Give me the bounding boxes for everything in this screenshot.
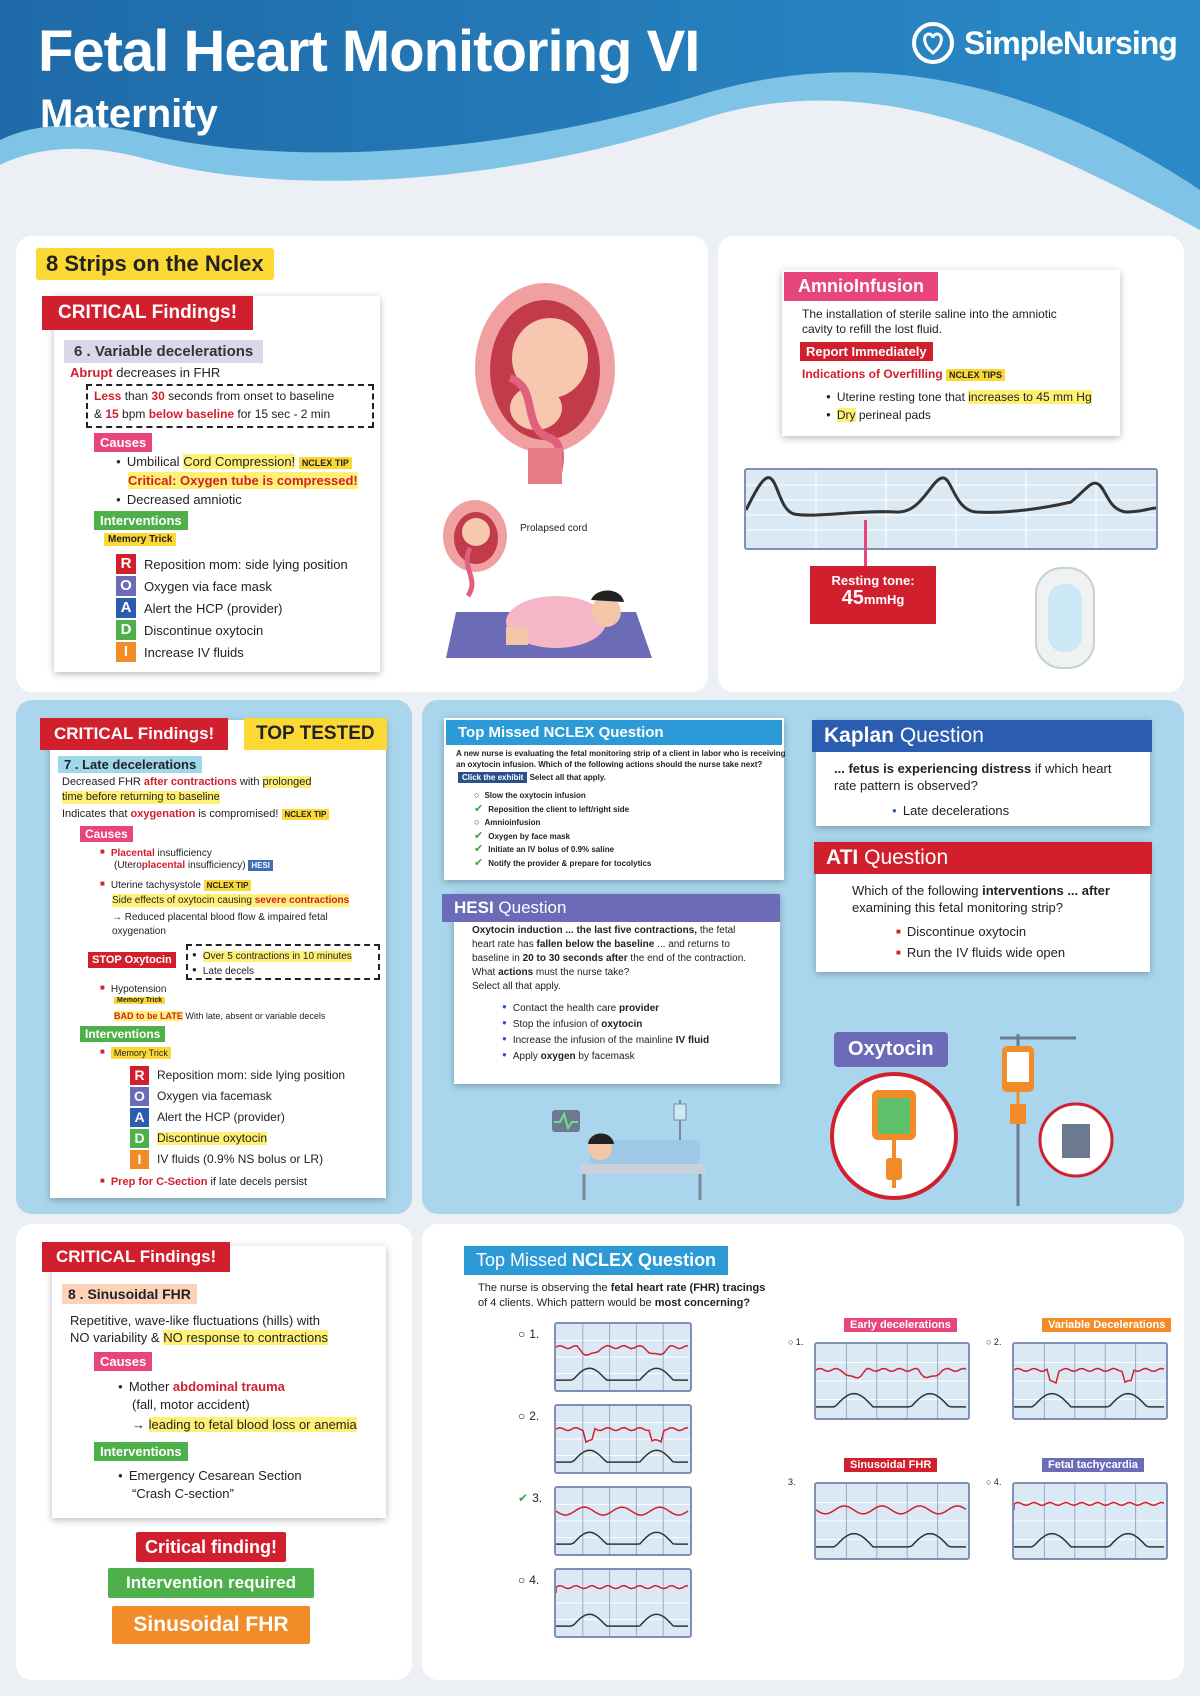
roadi-letter: O — [130, 1087, 149, 1106]
tracing-answer-num: ○ 1. — [788, 1337, 804, 1347]
kaplan-question-title: Kaplan Question — [812, 720, 1152, 752]
stethoscope-heart-icon — [910, 20, 956, 66]
overfill-bullet-2: ● Dry perineal pads — [826, 406, 931, 424]
critical-finding-button: Critical finding! — [136, 1532, 286, 1562]
causes-label-3: Causes — [94, 1352, 152, 1371]
ati-question-title: ATI Question — [814, 842, 1152, 874]
tracing-option[interactable]: ○ 4. — [518, 1573, 540, 1587]
prep-c-section: ■ Prep for C-Section if late decels persist — [100, 1174, 307, 1189]
hesi-answer: ● Apply oxygen by facemask — [502, 1048, 635, 1063]
top-tested-badge: TOP TESTED — [244, 718, 387, 750]
tracing-strip — [554, 1486, 692, 1556]
uterine-tone-tracing — [746, 470, 1156, 548]
cause-cord-compression: ● Umbilical Cord Compression! NCLEX TIP — [116, 453, 352, 472]
brand-logo — [910, 20, 1177, 66]
stop-oxytocin-label: STOP Oxytocin — [88, 952, 176, 968]
overfill-bullet-1: ● Uterine resting tone that increases to 45 mm Hg — [826, 388, 1092, 406]
tracing-answer-num: 3. — [788, 1477, 796, 1487]
ati-answer-1: ■ Discontinue oxytocin — [896, 923, 1026, 940]
check-icon: ✔ — [474, 829, 484, 842]
hospital-bed-illustration — [540, 1100, 710, 1204]
roadi-letter: R — [130, 1066, 149, 1085]
fhr-tracing — [556, 1488, 690, 1554]
roadi-item: Alert the HCP (provider) — [157, 1110, 285, 1124]
amnio-desc-2: cavity to refill the lost fluid. — [802, 322, 943, 336]
amnio-desc-1: The installation of sterile saline into the amniotic — [802, 307, 1057, 321]
memory-trick-row: ■ Memory Trick — [100, 1045, 171, 1060]
ati-stem-1: Which of the following interventions ... after — [852, 883, 1110, 898]
abrupt-line: Abrupt decreases in FHR — [70, 365, 221, 380]
sinusoidal-heading: 8 . Sinusoidal FHR — [62, 1284, 197, 1304]
oxytocin-label: Oxytocin — [834, 1032, 948, 1067]
roadi-item: Oxygen via facemask — [157, 1089, 272, 1103]
tracing-answer-strip — [814, 1482, 970, 1560]
tracing-answer-label: Sinusoidal FHR — [844, 1458, 937, 1472]
cause-trauma: ● Mother abdominal trauma — [118, 1378, 285, 1395]
cause-decreased-amniotic: ● Decreased amniotic — [116, 491, 242, 508]
critical-findings-badge: CRITICAL Findings! — [42, 296, 253, 330]
roadi-item: Reposition mom: side lying position — [157, 1068, 346, 1082]
tracing-answer-label: Variable Decelerations — [1042, 1318, 1171, 1332]
radio-icon: ○ — [518, 1327, 526, 1341]
sinusoidal-line-1: Repetitive, wave-like fluctuations (hills) with — [70, 1313, 320, 1328]
tracing-strip — [554, 1322, 692, 1392]
late-line-3: Indicates that oxygenation is compromised! NCLEX TIP — [62, 808, 329, 821]
check-icon: ✔ — [474, 843, 484, 855]
header-banner — [0, 0, 1200, 200]
sinusoidal-fhr-button: Sinusoidal FHR — [112, 1606, 310, 1644]
memory-trick-label: Memory Trick — [104, 533, 176, 546]
hesi-answer: ● Contact the health care provider — [502, 1000, 659, 1015]
overfilling-line: Indications of Overfilling NCLEX TIPS — [802, 366, 1005, 384]
ati-stem-2: examining this fetal monitoring strip? — [852, 900, 1063, 915]
fhr-tracing — [556, 1324, 690, 1390]
roadi-letter: R — [116, 554, 136, 574]
check-icon: ✔ — [474, 856, 484, 869]
roadi-letter: O — [116, 576, 136, 596]
intervention-cesarean: ● Emergency Cesarean Section — [118, 1467, 302, 1484]
interventions-label-3: Interventions — [94, 1442, 188, 1461]
intervention-crash: “Crash C-section” — [132, 1486, 234, 1501]
resting-tone-callout: Resting tone: 45mmHg — [810, 566, 936, 624]
roadi-item: Discontinue oxytocin — [157, 1131, 268, 1145]
tracing-option[interactable]: ✔ 3. — [518, 1491, 543, 1505]
stop-reason-2: ● Late decels — [192, 963, 254, 978]
roadi-item: Discontinue oxytocin — [144, 623, 264, 638]
check-icon: ✔ — [474, 802, 484, 815]
roadi-item: Reposition mom: side lying position — [144, 557, 348, 572]
reduced-flow-1: → Reduced placental blood flow & impaired fetal — [112, 912, 328, 923]
cause-uteroplacental: (Uteroplacental insufficiency) HESI — [114, 859, 273, 872]
interventions-label: Interventions — [94, 511, 188, 530]
hesi-answer: ● Stop the infusion of oxytocin — [502, 1016, 642, 1031]
variable-decel-heading: 6 . Variable decelerations — [64, 340, 263, 363]
cause-placental: ■ Placental insufficiency — [100, 845, 212, 860]
stop-reason-1: ● Over 5 contractions in 10 minutes — [192, 948, 352, 963]
intervention-required-button: Intervention required — [108, 1568, 314, 1598]
oxytocin-iv-bag-illustration — [828, 1068, 960, 1204]
roadi-letter: D — [116, 620, 136, 640]
uterus-cord-illustration — [470, 278, 620, 488]
cause-tachysystole: ■ Uterine tachysystole NCLEX TIP — [100, 877, 251, 892]
radio-icon: ○ — [474, 817, 480, 827]
critical-oxygen-note: Critical: Oxygen tube is compressed! — [128, 473, 358, 488]
prolapsed-cord-label: Prolapsed cord — [520, 523, 588, 534]
knee-chest-position-illustration — [446, 572, 652, 662]
causes-label: Causes — [94, 433, 152, 452]
tracing-answer-label: Early decelerations — [844, 1318, 957, 1332]
cause-hypotension: ■ Hypotension — [100, 981, 166, 996]
iv-pole-illustration — [996, 1030, 1118, 1206]
roadi-item: IV fluids (0.9% NS bolus or LR) — [157, 1152, 324, 1166]
roadi-letter: A — [130, 1108, 149, 1127]
late-line-2: time before returning to baseline — [62, 791, 220, 803]
tracing-strip — [554, 1568, 692, 1638]
reduced-flow-2: oxygenation — [112, 926, 166, 937]
hesi-answer: ● Increase the infusion of the mainline IV fluid — [502, 1032, 709, 1047]
sinusoidal-line-2: NO variability & NO response to contractions — [70, 1330, 328, 1345]
nclex-option[interactable]: ✔ Oxygen by face mask — [474, 829, 571, 842]
tracings-stem-1: The nurse is observing the fetal heart rate (FHR) tracings — [478, 1282, 766, 1294]
nclex-stem-1: A new nurse is evaluating the fetal monitoring strip of a client in labor who is receiving — [456, 749, 786, 758]
kaplan-stem-2: rate pattern is observed? — [834, 778, 978, 793]
interventions-label-2: Interventions — [80, 1026, 165, 1042]
tracing-answer-num: ○ 4. — [986, 1477, 1002, 1487]
memory-trick-label-2: Memory Trick — [114, 997, 165, 1004]
kaplan-answer: ● Late decelerations — [892, 802, 1009, 819]
perineal-pad-illustration — [1034, 566, 1096, 670]
side-effects-line: Side effects of oxytocin causing severe contractions — [112, 895, 350, 906]
brand-name: SimpleNursing — [964, 24, 1177, 61]
fhr-tracing — [556, 1406, 690, 1472]
nclex-question-title: Top Missed NCLEX Question — [446, 720, 782, 745]
radio-icon: ○ — [474, 790, 480, 800]
critical-findings-badge-3: CRITICAL Findings! — [42, 1242, 230, 1272]
fhr-tracing — [816, 1344, 968, 1418]
kaplan-stem-1: ... fetus is experiencing distress if which heart — [834, 761, 1112, 776]
nclex-tracings-title: Top Missed NCLEX Question — [464, 1246, 728, 1275]
late-line-1: Decreased FHR after contractions with prolonged — [62, 776, 312, 788]
tracing-answer-strip — [1012, 1482, 1168, 1560]
tracing-answer-strip — [814, 1342, 970, 1420]
strips-title: 8 Strips on the Nclex — [36, 248, 274, 280]
roadi-letter: I — [130, 1150, 149, 1169]
check-icon: ✔ — [518, 1491, 529, 1505]
causes-label-2: Causes — [80, 826, 133, 842]
cause-blood-loss: → leading to fetal blood loss or anemia — [132, 1417, 357, 1432]
ati-answer-2: ■ Run the IV fluids wide open — [896, 944, 1065, 961]
click-exhibit-button[interactable]: Click the exhibit — [458, 772, 527, 783]
tracing-answer-label: Fetal tachycardia — [1042, 1458, 1144, 1472]
nclex-option[interactable]: ○ Amnioinfusion — [474, 817, 541, 827]
radio-icon: ○ — [518, 1409, 526, 1423]
late-decel-heading: 7 . Late decelerations — [58, 756, 202, 773]
roadi-letter: A — [116, 598, 136, 618]
hesi-stem-3: baseline in 20 to 30 seconds after the end of the contraction. — [472, 953, 747, 964]
hesi-stem-5: Select all that apply. — [472, 981, 561, 992]
critical-findings-badge-2: CRITICAL Findings! — [40, 718, 228, 750]
nclex-option[interactable]: ✔ Initiate an IV bolus of 0.9% saline — [474, 843, 615, 855]
roadi-item: Increase IV fluids — [144, 645, 244, 660]
hesi-question-title: HESI Question — [442, 894, 780, 922]
nclex-option[interactable]: ✔ Reposition the client to left/right side — [474, 802, 630, 815]
definition-line-1: Less than 30 seconds from onset to baseline — [94, 389, 335, 403]
tracings-stem-2: of 4 clients. Which pattern would be most concerning? — [478, 1297, 751, 1309]
fhr-tracing — [1014, 1344, 1166, 1418]
cause-trauma-detail: (fall, motor accident) — [132, 1397, 250, 1412]
tracing-answer-strip — [1012, 1342, 1168, 1420]
radio-icon: ○ — [518, 1573, 526, 1587]
definition-line-2: & 15 bpm below baseline for 15 sec - 2 min — [94, 407, 331, 421]
exhibit-row: Click the exhibit Select all that apply. — [458, 772, 606, 784]
tracing-option[interactable]: ○ 2. — [518, 1409, 540, 1423]
tracing-option[interactable]: ○ 1. — [518, 1327, 540, 1341]
roadi-letter: D — [130, 1129, 149, 1148]
page-title: Fetal Heart Monitoring VI — [38, 19, 700, 84]
amnio-monitor-strip — [744, 468, 1158, 550]
resting-tone-pointer — [864, 520, 867, 566]
hesi-stem-4: What actions must the nurse take? — [472, 967, 630, 978]
hesi-stem-1: Oxytocin induction ... the last five contractions, the fetal — [472, 925, 736, 936]
report-immediately-label: Report Immediately — [800, 342, 933, 361]
nclex-stem-2: an oxytocin infusion. Which of the following actions should the nurse take next? — [456, 760, 763, 769]
amnioinfusion-title: AmnioInfusion — [784, 272, 938, 301]
nclex-option[interactable]: ○ Slow the oxytocin infusion — [474, 790, 586, 800]
roadi-letter: I — [116, 642, 136, 662]
fhr-tracing — [816, 1484, 968, 1558]
fhr-tracing — [556, 1570, 690, 1636]
nclex-option[interactable]: ✔ Notify the provider & prepare for tocolytics — [474, 856, 652, 869]
tracing-strip — [554, 1404, 692, 1474]
tracing-answer-num: ○ 2. — [986, 1337, 1002, 1347]
page-subtitle: Maternity — [40, 92, 218, 136]
roadi-item: Oxygen via face mask — [144, 579, 272, 594]
hesi-stem-2: heart rate has fallen below the baseline ... and returns to — [472, 939, 730, 950]
roadi-item: Alert the HCP (provider) — [144, 601, 283, 616]
fhr-tracing — [1014, 1484, 1166, 1558]
bad-to-be-late: BAD to be LATE With late, absent or variable decels — [114, 1011, 326, 1021]
